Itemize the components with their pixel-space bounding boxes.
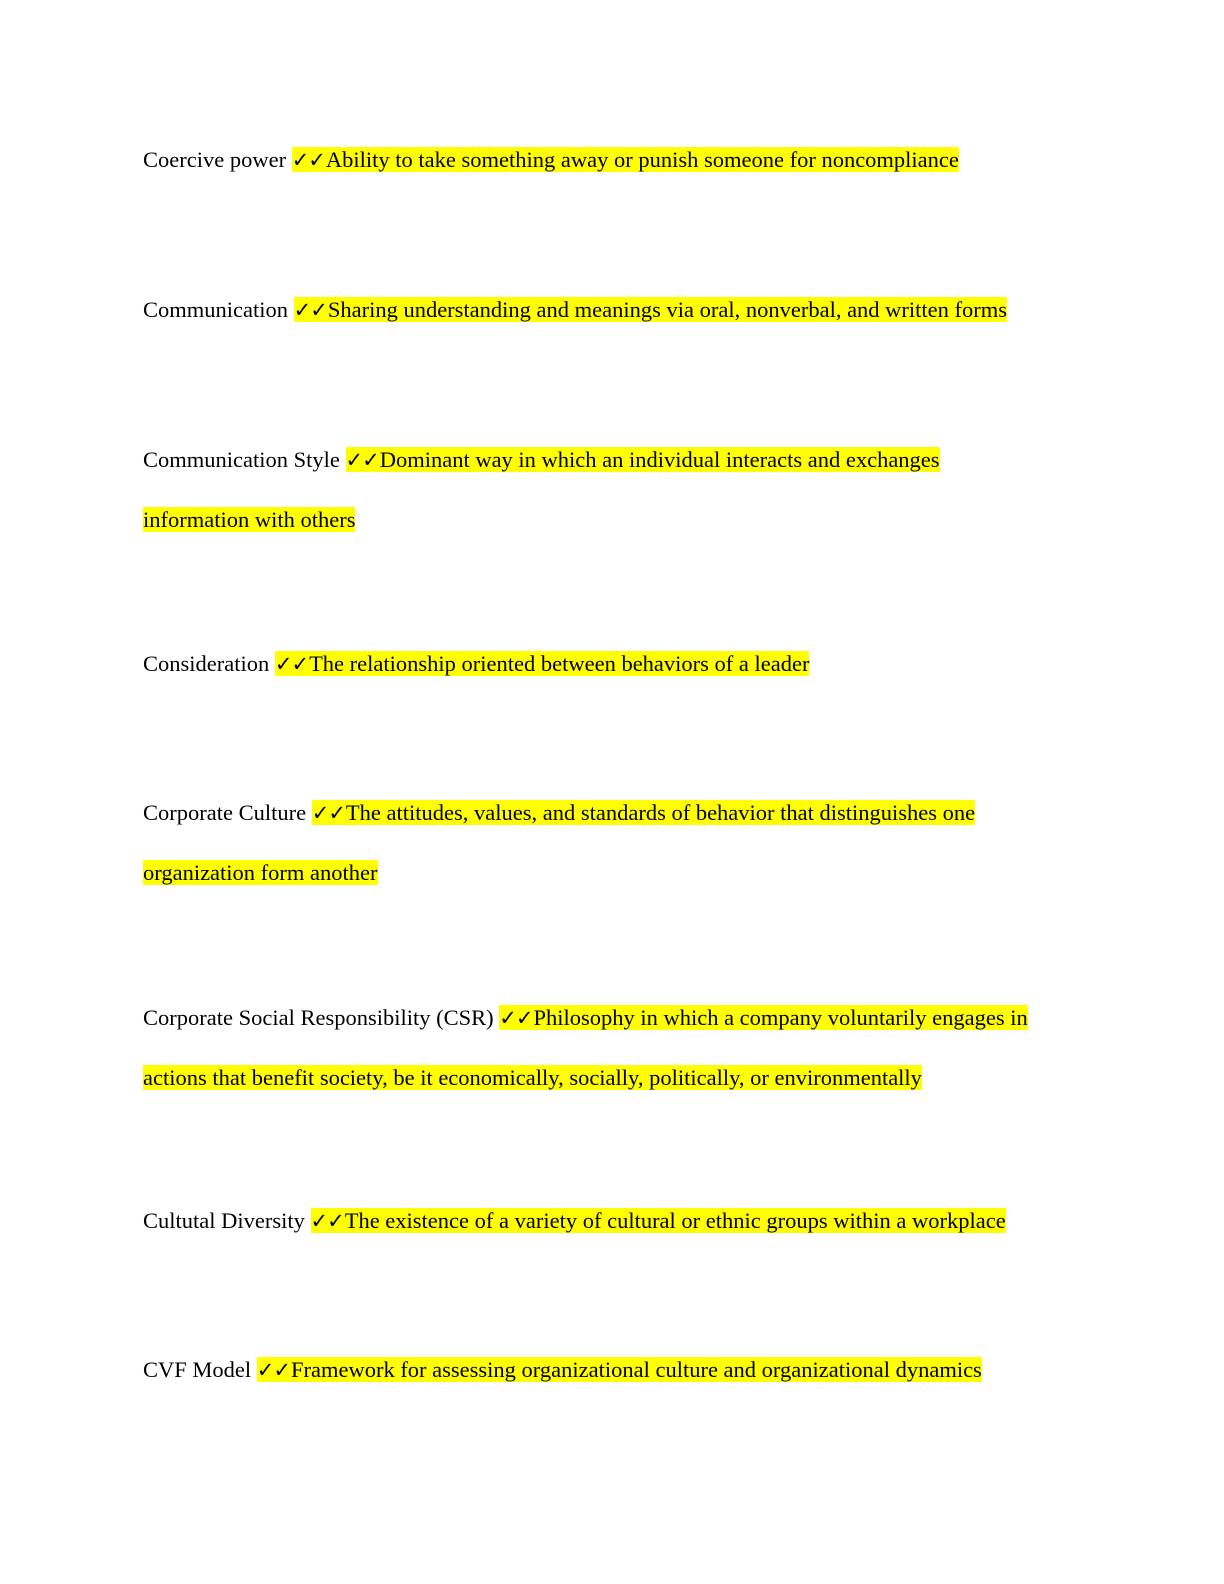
double-check-icon: ✓✓: [293, 298, 327, 322]
double-check-icon: ✓✓: [345, 448, 379, 472]
definition-text: Philosophy in which a company voluntarily engages in actions that benefit society, be it economically, socially, politically, or environmentally: [143, 1005, 1028, 1090]
definition-text: Ability to take something away or punish someone for noncompliance: [325, 147, 959, 172]
glossary-entry-consideration: [143, 634, 1073, 694]
term: Corporate Culture: [143, 800, 307, 825]
glossary-entry-communication: [143, 280, 1073, 340]
glossary-entry-communication-style: [143, 430, 1003, 549]
glossary-entry-cultural-diversity: [143, 1191, 1073, 1251]
term: CVF Model: [143, 1357, 252, 1382]
definition: [294, 297, 1007, 322]
double-check-icon: ✓✓: [311, 801, 345, 825]
definition: [275, 651, 810, 676]
double-check-icon: ✓✓: [499, 1006, 533, 1030]
term: Communication Style: [143, 447, 340, 472]
term: Coercive power: [143, 147, 287, 172]
definition: [292, 147, 959, 172]
definition-text: Framework for assessing organizational culture and organizational dynamics: [290, 1357, 982, 1382]
term: Cultutal Diversity: [143, 1208, 305, 1233]
definition-text: The relationship oriented between behaviors of a leader: [309, 651, 810, 676]
term: Communication: [143, 297, 288, 322]
double-check-icon: ✓✓: [310, 1209, 344, 1233]
definition-text: Dominant way in which an individual interacts and exchanges information with others: [143, 447, 940, 532]
glossary-entry-coercive-power: [143, 130, 1073, 190]
term: Consideration: [143, 651, 270, 676]
definition: [257, 1357, 982, 1382]
double-check-icon: ✓✓: [291, 148, 325, 172]
definition-text: Sharing understanding and meanings via oral, nonverbal, and written forms: [327, 297, 1008, 322]
double-check-icon: ✓✓: [256, 1358, 290, 1382]
term: Corporate Social Responsibility (CSR): [143, 1005, 494, 1030]
definition-text: The existence of a variety of cultural or ethnic groups within a workplace: [344, 1208, 1006, 1233]
glossary-entry-corporate-culture: [143, 783, 1038, 902]
glossary-entry-csr: [143, 988, 1068, 1107]
definition-text: The attitudes, values, and standards of behavior that distinguishes one organization form another: [143, 800, 976, 885]
double-check-icon: ✓✓: [274, 652, 309, 676]
glossary-entry-cvf-model: [143, 1340, 1073, 1400]
definition: [311, 1208, 1006, 1233]
